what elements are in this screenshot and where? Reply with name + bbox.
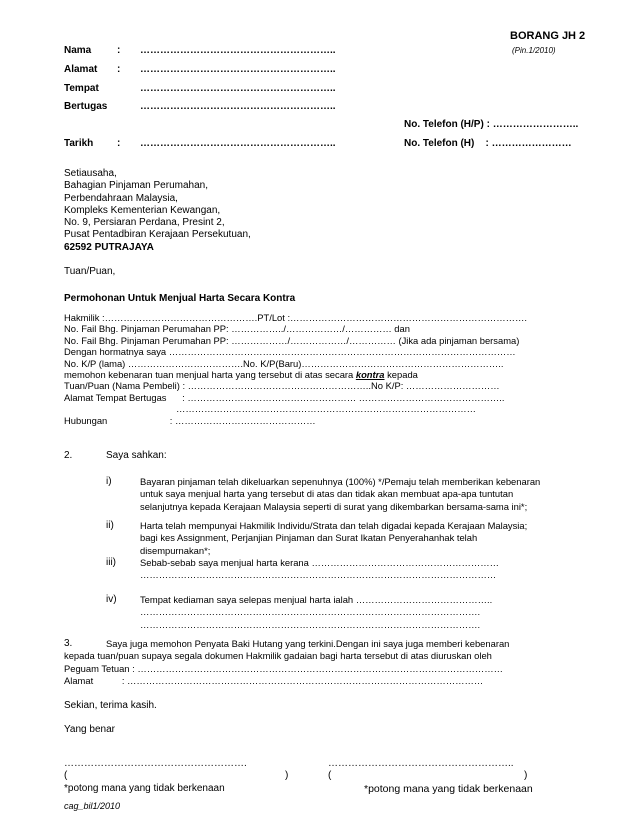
kontra-word: kontra <box>355 369 385 381</box>
form-code: BORANG JH 2 <box>510 30 586 42</box>
paren-open: ( <box>64 770 68 781</box>
field-label-tarikh: Tarikh <box>64 138 94 149</box>
paren-close: ) <box>285 770 289 781</box>
recipient-address <box>64 168 251 254</box>
item-number: i) <box>106 476 112 487</box>
footer-code: cag_bil1/2010 <box>64 801 121 811</box>
item-line: selanjutnya kepada Kerajaan Malaysia seperti di surat yang dikembarkan bersama-sama ini*; <box>140 500 528 512</box>
paren-open: ( <box>328 770 332 781</box>
lawyer-address-field[interactable]: Alamat : …………………………………………………………………………………………………… <box>64 674 484 686</box>
item-iii-text[interactable] <box>140 557 499 582</box>
phone-hp-field[interactable]: No. Telefon (H/P) : …………………….. <box>404 119 579 130</box>
nama-field[interactable]: ………………………………………………….. <box>140 45 336 56</box>
section-2-number: 2. <box>64 450 73 461</box>
field-label-alamat: Alamat <box>64 64 98 75</box>
phone-home-field[interactable]: No. Telefon (H) : …………………… <box>404 138 572 149</box>
item-line[interactable]: ………………………………………………………………………………………………. <box>140 606 481 618</box>
item-number: iii) <box>106 557 116 568</box>
item-iv-text[interactable] <box>140 594 492 631</box>
signature-line[interactable]: ……………………………………………….. <box>328 758 514 769</box>
section-3-text <box>64 638 509 687</box>
letter-subject: Permohonan Untuk Menjual Harta Secara Kontra <box>64 293 296 304</box>
form-reference: (Pin.1/2010) <box>512 46 556 55</box>
request-line <box>64 369 527 380</box>
section-3-line: kepada tuan/puan supaya segala dokumen Hakmilik gadaian bagi harta tersebut di atas diuruskan oleh <box>64 650 492 662</box>
field-label-nama: Nama <box>64 45 92 56</box>
item-line[interactable]: Tempat kediaman saya selepas menjual harta ialah …………………………………….. <box>140 594 493 605</box>
address-line: Perbendahraan Malaysia, <box>64 192 178 204</box>
field-colon: : <box>117 45 121 56</box>
file-no-joint-line[interactable]: No. Fail Bhg. Pinjaman Perumahan PP: ………………/………………/…………… (Jika ada pinjaman bersama) <box>64 334 520 346</box>
closing-text: Sekian, terima kasih. <box>64 700 157 711</box>
item-ii-text <box>140 520 527 557</box>
field-label-bertugas: Bertugas <box>64 101 108 112</box>
item-number: iv) <box>106 594 117 605</box>
request-text: memohon kebenaran tuan menjual harta yang tersebut di atas secara <box>64 369 356 381</box>
section-3-line: Saya juga memohon Penyata Baki Hutang yang terkini.Dengan ini saya juga memberi kebenaran <box>106 638 510 649</box>
work-address-line[interactable]: Alamat Tempat Bertugas : ……………………………………………… ……………………………………….. <box>64 391 505 403</box>
alamat-field[interactable]: ………………………………………………….. <box>140 64 336 75</box>
buyer-line[interactable]: Tuan/Puan (Nama Pembeli) : …………………………………………………..No K/P: ………………………… <box>64 380 500 392</box>
item-line[interactable]: …………………………………………………………………………………………………… <box>140 569 497 581</box>
tempat-field[interactable]: ………………………………………………….. <box>140 83 336 94</box>
item-i-text <box>140 476 540 513</box>
section-3-number: 3. <box>64 638 73 649</box>
tarikh-field[interactable]: ………………………………………………….. <box>140 138 336 149</box>
address-line: No. 9, Persiaran Perdana, Presint 2, <box>64 217 225 229</box>
item-line: untuk saya menjual harta yang tersebut di atas dan tidak akan membuat apa-apa tuntutan <box>140 488 514 500</box>
item-number: ii) <box>106 520 114 531</box>
address-line: Pusat Pentadbiran Kerajaan Persekutuan, <box>64 229 251 241</box>
item-line[interactable]: ………………………………………………………………………………………………. <box>140 618 481 630</box>
yang-benar: Yang benar <box>64 724 115 735</box>
address-line: Bahagian Pinjaman Perumahan, <box>64 180 208 192</box>
lawyer-field[interactable]: Peguam Tetuan : ……………………………………………………………………………………………………… <box>64 662 503 674</box>
address-postcode: 62592 PUTRAJAYA <box>64 241 154 253</box>
strike-note: *potong mana yang tidak berkenaan <box>364 783 533 795</box>
salutation: Tuan/Puan, <box>64 266 116 277</box>
item-line: Bayaran pinjaman telah dikeluarkan sepenuhnya (100%) */Pemaju telah memberikan kebenaran <box>140 476 541 487</box>
hakmilik-line[interactable]: Hakmilik :………………………………………….PT/Lot :…………………………………………………………………. <box>64 312 528 323</box>
strike-note: *potong mana yang tidak berkenaan <box>64 783 225 794</box>
bertugas-field[interactable]: ………………………………………………….. <box>140 101 336 112</box>
ic-line[interactable]: No. K/P (lama) ……………………………….No. K/P(Baru)……………………………………………………….. <box>64 357 504 369</box>
field-colon: : <box>117 64 121 75</box>
field-colon: : <box>117 138 121 149</box>
details-block <box>64 312 527 426</box>
section-2-title: Saya sahkan: <box>106 450 167 461</box>
file-no-line[interactable]: No. Fail Bhg. Pinjaman Perumahan PP: ……………../………………/…………… dan <box>64 323 410 335</box>
item-line: Harta telah mempunyai Hakmilik Individu/Strata dan telah digadai kepada Kerajaan Malaysia; <box>140 520 528 531</box>
work-address-line-2[interactable]: …………………………………………………………………………………… <box>64 403 477 415</box>
field-label-tempat: Tempat <box>64 83 99 94</box>
item-line[interactable]: Sebab-sebab saya menjual harta kerana …………………………………………………… <box>140 557 499 568</box>
address-line: Kompleks Kementerian Kewangan, <box>64 204 221 216</box>
applicant-name-line[interactable]: Dengan hormatnya saya ………………………………………………………………………………………………… <box>64 346 516 358</box>
relationship-line[interactable]: Hubungan : ……………………………………… <box>64 414 316 426</box>
paren-close: ) <box>524 770 528 781</box>
signature-line[interactable]: ………………………………………………. <box>64 758 247 769</box>
address-line: Setiausaha, <box>64 168 117 179</box>
kepada-word: kepada <box>384 369 418 381</box>
item-line: disempurnakan*; <box>140 544 211 556</box>
item-line: bagi kes Assignment, Perjanjian Pinjaman dan Surat Ikatan Penyerahanhak telah <box>140 532 478 544</box>
